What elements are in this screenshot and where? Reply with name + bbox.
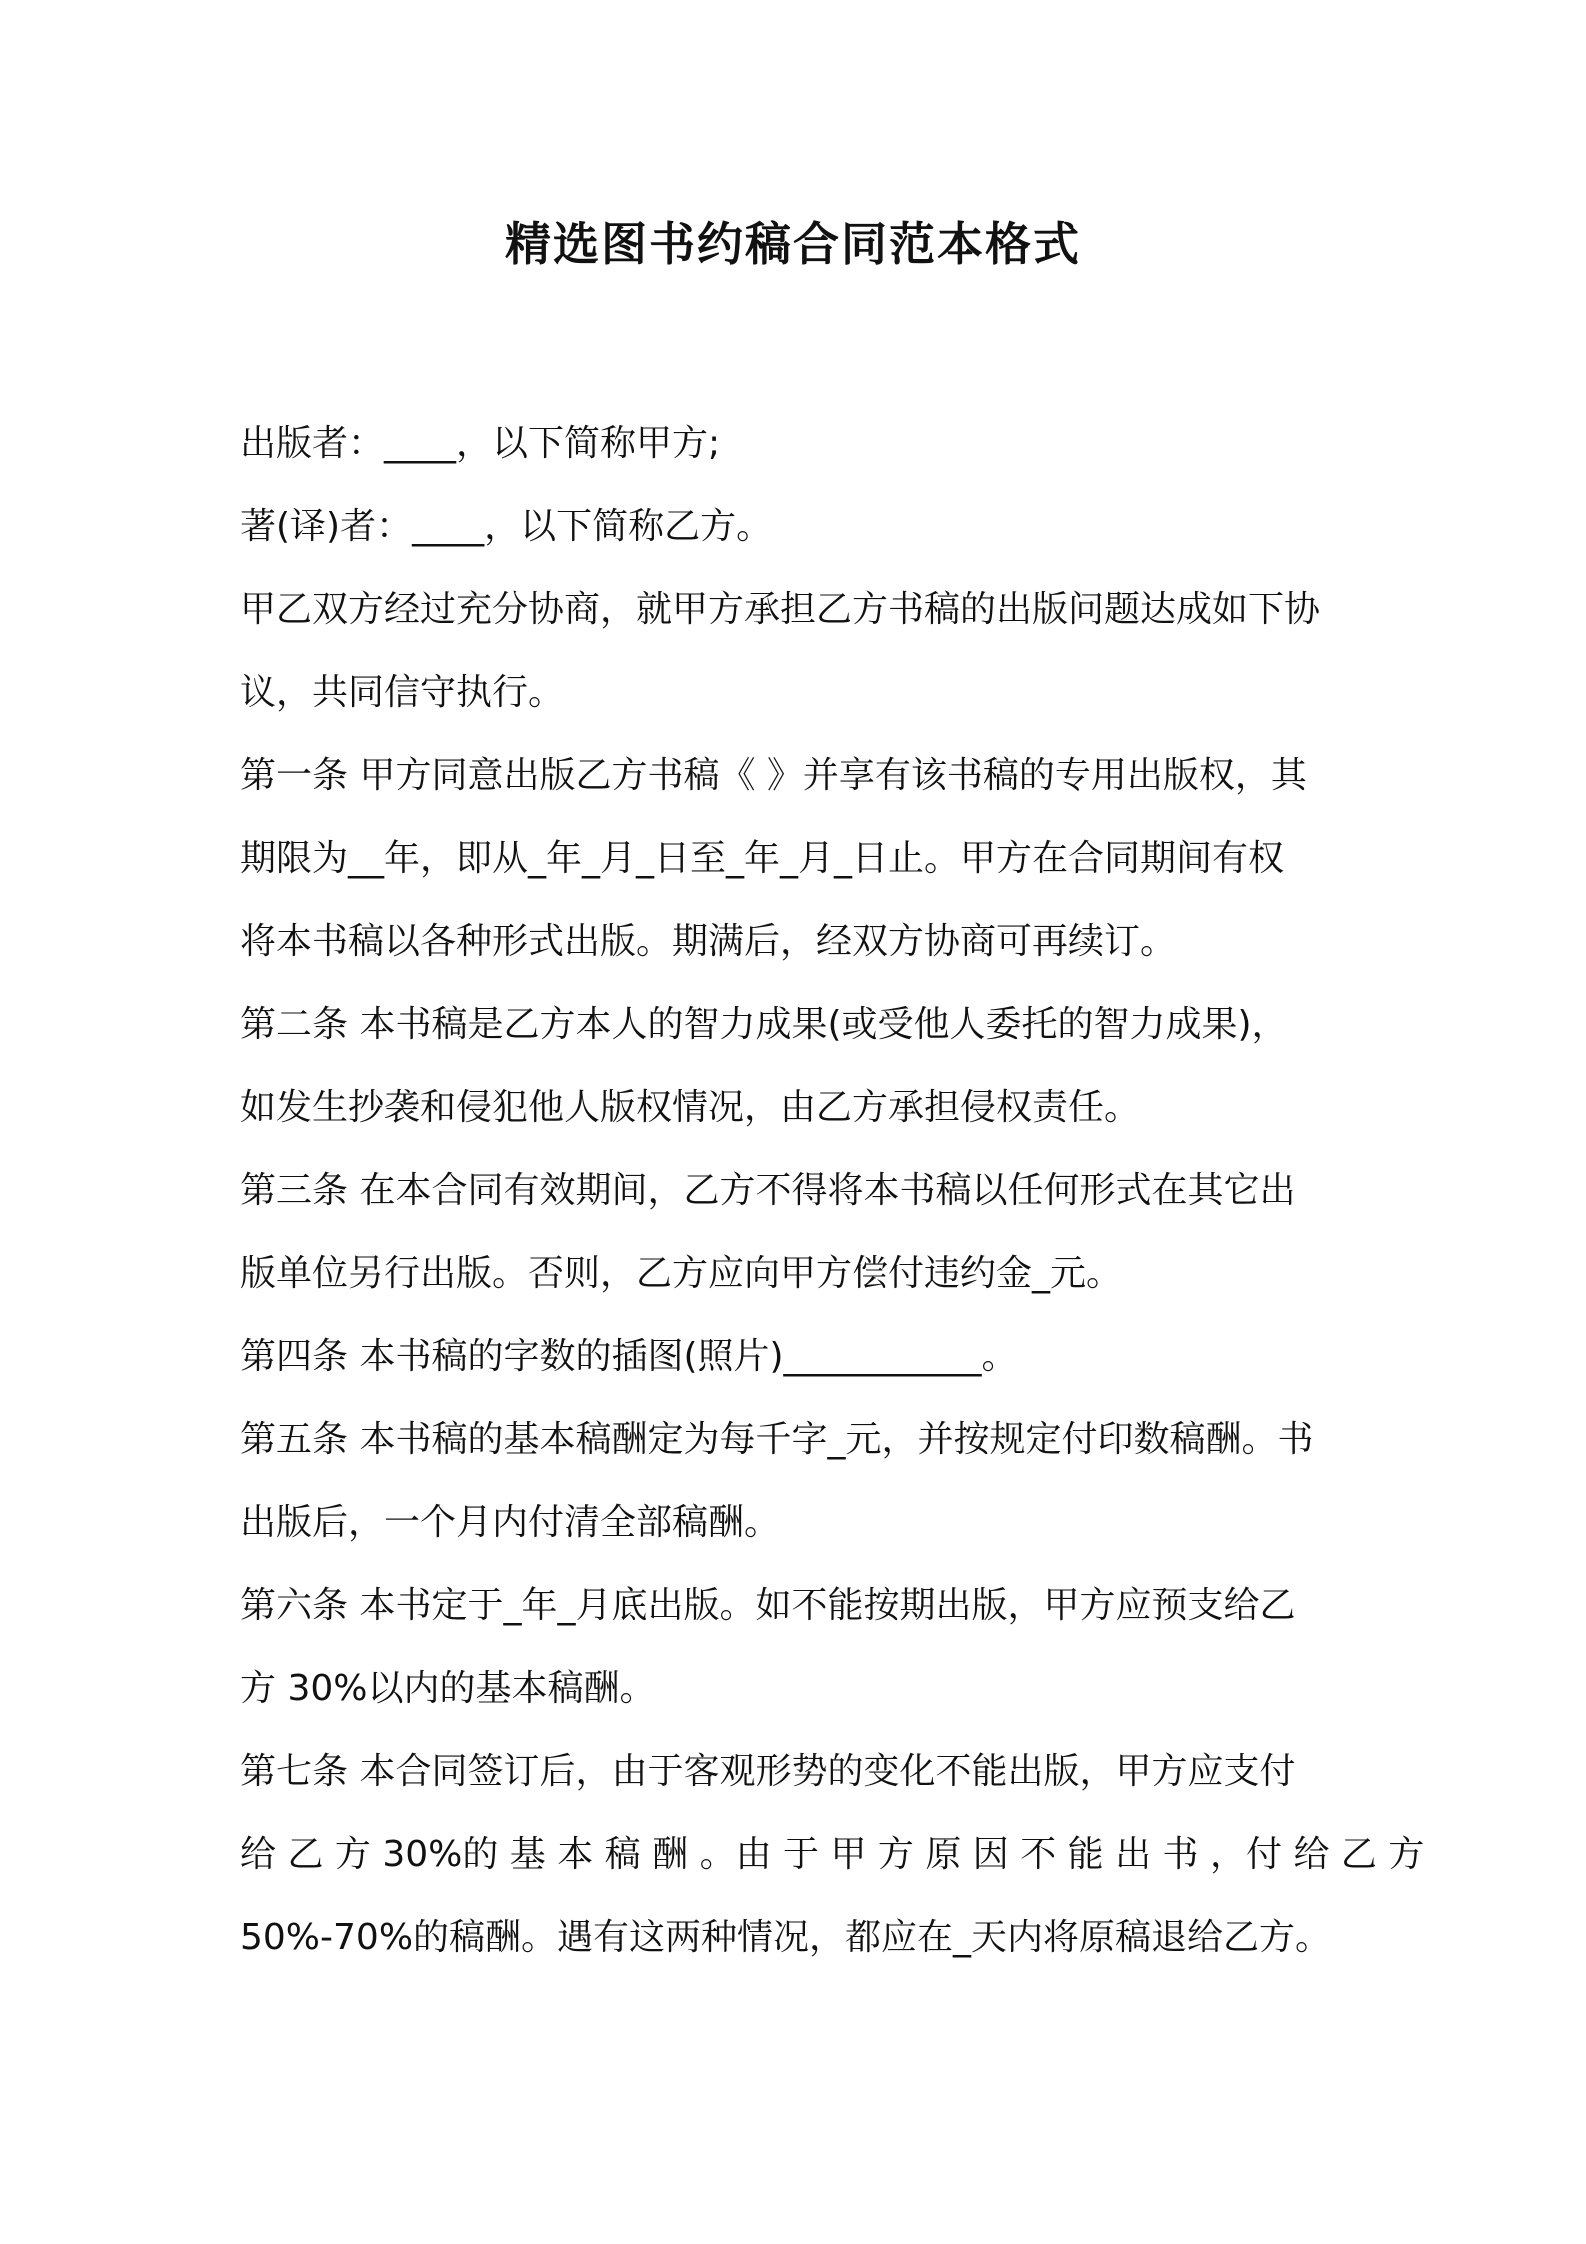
article-7-line-1: 第七条 本合同签订后，由于客观形势的变化不能出版，甲方应支付	[240, 1751, 1296, 1792]
article-3-line-1: 第三条 在本合同有效期间，乙方不得将本书稿以任何形式在其它出	[240, 1170, 1296, 1211]
article-5-line-1: 第五条 本书稿的基本稿酬定为每千字_元，并按规定付印数稿酬。书	[240, 1419, 1314, 1460]
article-6-line-2: 方 30%以内的基本稿酬。	[240, 1668, 656, 1709]
article-3-line-2: 版单位另行出版。否则，乙方应向甲方偿付违约金_元。	[240, 1253, 1123, 1294]
article-2-line-2: 如发生抄袭和侵犯他人版权情况，由乙方承担侵权责任。	[240, 1087, 1141, 1128]
article-7-line-2: 给 乙 方 30%的 基 本 稿 酬 。由 于 甲 方 原 因 不 能 出 书 ，付 给 乙 方	[240, 1834, 1425, 1875]
intro-line-1: 甲乙双方经过充分协商，就甲方承担乙方书稿的出版问题达成如下协	[240, 589, 1321, 630]
article-2-line-1: 第二条 本书稿是乙方本人的智力成果(或受他人委托的智力成果)，	[240, 1004, 1288, 1045]
author-line: 著(译)者：____，以下简称乙方。	[240, 506, 773, 547]
article-6-line-1: 第六条 本书定于_年_月底出版。如不能按期出版，甲方应预支给乙	[240, 1585, 1296, 1626]
document-title: 精选图书约稿合同范本格式	[505, 217, 1081, 271]
article-1-line-1: 第一条 甲方同意出版乙方书稿《 》并享有该书稿的专用出版权，其	[240, 755, 1307, 796]
intro-line-2: 议，共同信守执行。	[240, 672, 565, 713]
article-1-line-3: 将本书稿以各种形式出版。期满后，经双方协商可再续订。	[240, 921, 1177, 962]
article-5-line-2: 出版后，一个月内付清全部稿酬。	[240, 1502, 781, 1543]
article-7-line-3: 50%-70%的稿酬。遇有这两种情况，都应在_天内将原稿退给乙方。	[240, 1917, 1332, 1958]
document-body	[240, 402, 1425, 1979]
article-4-line-1: 第四条 本书稿的字数的插图(照片)___________。	[240, 1336, 1018, 1377]
publisher-line: 出版者：____，以下简称甲方;	[240, 423, 721, 464]
article-1-line-2: 期限为__年，即从_年_月_日至_年_月_日止。甲方在合同期间有权	[240, 838, 1285, 879]
